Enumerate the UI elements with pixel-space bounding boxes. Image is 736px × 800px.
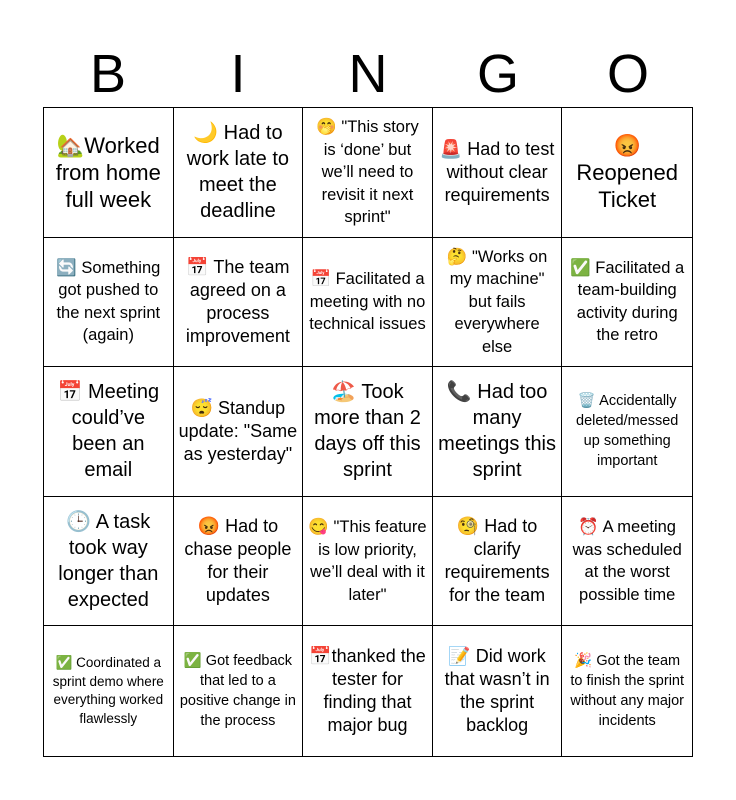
header-letter-b: B — [89, 44, 127, 104]
bingo-cell-text: 🌙 Had to work late to meet the deadline — [186, 122, 290, 223]
bingo-cell[interactable] — [44, 497, 174, 627]
bingo-cell[interactable] — [303, 626, 433, 756]
bingo-grid — [43, 107, 693, 757]
bingo-cell-text: 🚨 Had to test without clear requirements — [439, 138, 555, 205]
bingo-cell[interactable] — [433, 108, 563, 238]
bingo-cell[interactable] — [433, 238, 563, 368]
bingo-cell[interactable] — [562, 497, 692, 627]
bingo-cell[interactable] — [44, 108, 174, 238]
bingo-cell-text: 😡 Reopened Ticket — [576, 132, 678, 212]
bingo-cell-text: 🏖️ Took more than 2 days off this sprint — [314, 381, 421, 482]
bingo-cell[interactable] — [303, 238, 433, 368]
bingo-cell-text: 📅 The team agreed on a process improvement — [185, 256, 290, 346]
bingo-cell[interactable] — [44, 367, 174, 497]
bingo-cell-text: 🤭 "This story is ‘done’ but we’ll need to revisit it next sprint" — [316, 118, 419, 227]
header-letter-n: N — [348, 44, 388, 104]
header-letter-i: I — [230, 44, 246, 104]
bingo-cell-text: 📅thanked the tester for finding that major bug — [309, 646, 426, 736]
bingo-cell-text: 😴 Standup update: "Same as yesterday" — [178, 397, 298, 464]
bingo-cell[interactable] — [562, 108, 692, 238]
bingo-cell[interactable] — [562, 626, 692, 756]
bingo-cell-text: 🔄 Something got pushed to the next sprint (again) — [56, 258, 161, 345]
bingo-cell-text: 🏡Worked from home full week — [55, 132, 161, 212]
bingo-cell[interactable] — [433, 497, 563, 627]
bingo-cell[interactable] — [303, 108, 433, 238]
bingo-cell[interactable] — [433, 367, 563, 497]
bingo-cell-text: 🎉 Got the team to finish the sprint without any major incidents — [570, 653, 685, 730]
bingo-cell-text: 📝 Did work that wasn’t in the sprint backlog — [444, 646, 550, 736]
bingo-cell[interactable] — [174, 238, 304, 368]
bingo-cell-text: 🕒 A task took way longer than expected — [58, 511, 159, 612]
bingo-cell-text: ⏰ A meeting was scheduled at the worst possible time — [572, 518, 682, 604]
header-letter-g: G — [476, 44, 519, 104]
bingo-cell-text: ✅ Facilitated a team-building activity during the retro — [570, 258, 685, 345]
bingo-cell-text: 📅 Facilitated a meeting with no technical issues — [309, 270, 426, 334]
bingo-cell-text: ✅ Coordinated a sprint demo where everything worked flawlessly — [52, 655, 164, 726]
bingo-cell[interactable] — [303, 497, 433, 627]
bingo-cell[interactable] — [174, 367, 304, 497]
bingo-cell-text: 📅 Meeting could’ve been an email — [57, 381, 160, 482]
bingo-cell-text: 🧐 Had to clarify requirements for the team — [444, 516, 550, 606]
bingo-header — [43, 44, 693, 104]
bingo-cell-text: 😋 "This feature is low priority, we’ll deal with it later" — [308, 518, 427, 604]
bingo-cell[interactable] — [174, 108, 304, 238]
bingo-cell[interactable] — [44, 626, 174, 756]
bingo-cell-text: 😡 Had to chase people for their updates — [184, 516, 292, 606]
bingo-cell-text: ✅ Got feedback that led to a positive change in the process — [179, 653, 296, 730]
bingo-cell[interactable] — [174, 626, 304, 756]
bingo-cell-text: 📞 Had too many meetings this sprint — [438, 381, 557, 482]
bingo-cell[interactable] — [303, 367, 433, 497]
bingo-cell[interactable] — [562, 238, 692, 368]
bingo-cell[interactable] — [44, 238, 174, 368]
bingo-cell[interactable] — [562, 367, 692, 497]
bingo-cell[interactable] — [174, 497, 304, 627]
header-letter-o: O — [606, 44, 649, 104]
bingo-cell[interactable] — [433, 626, 563, 756]
bingo-cell-text: 🗑️ Accidentally deleted/messed up something important — [576, 393, 679, 470]
bingo-cell-text: 🤔 "Works on my machine" but fails everywhere else — [446, 247, 548, 356]
